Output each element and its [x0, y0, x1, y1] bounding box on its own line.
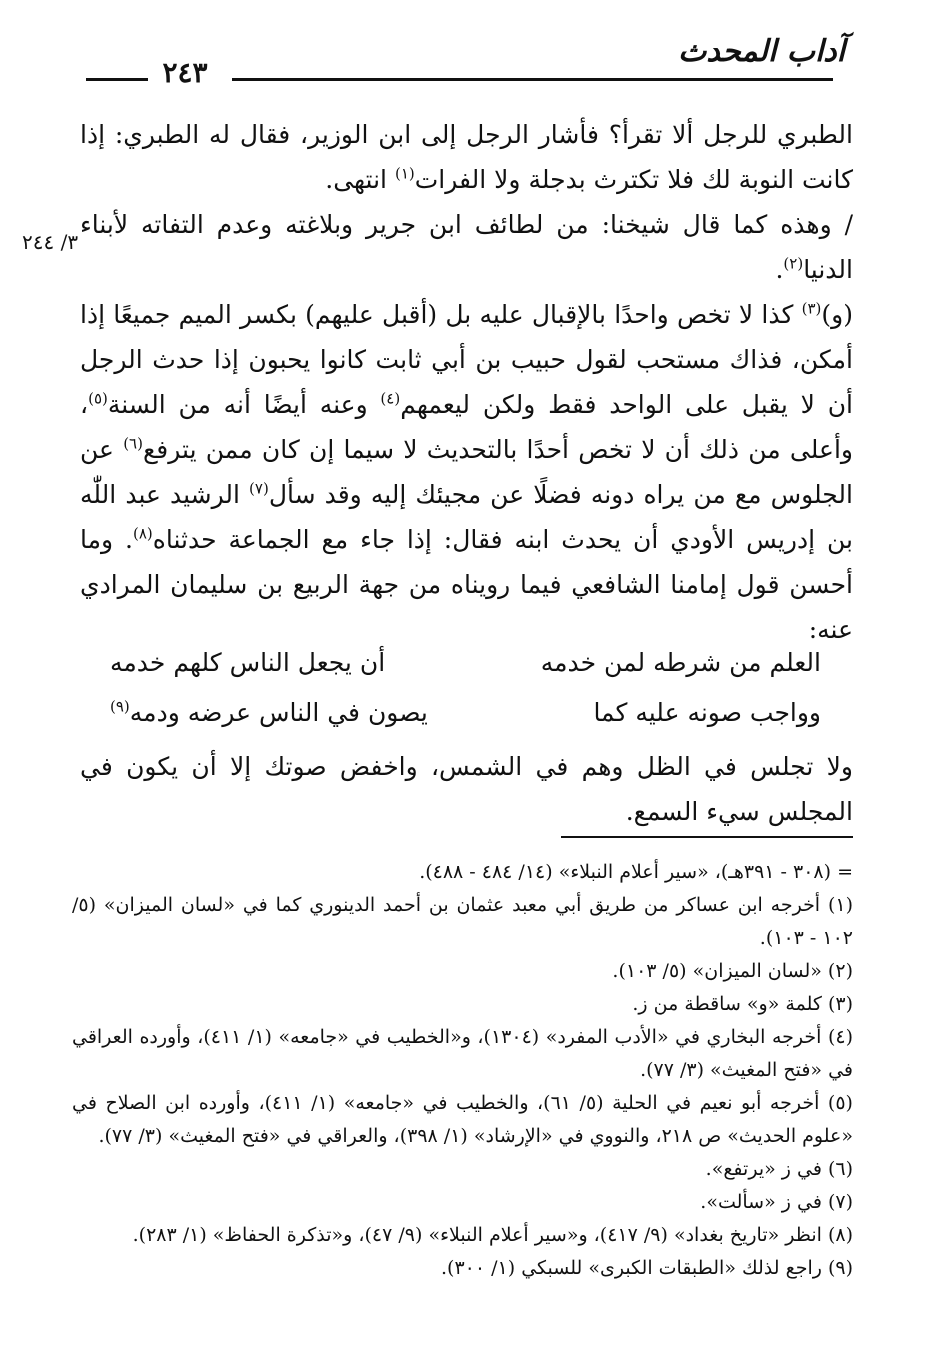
header-rule-short	[86, 78, 148, 81]
paragraph-text: .	[775, 255, 784, 284]
paragraph-text: عن الجلوس مع من يراه دونه فضلًا عن مجيئك إليه وقد سأل	[80, 435, 853, 509]
footnote-ref: (٦)	[123, 434, 143, 453]
footnote-ref: (٧)	[249, 479, 269, 498]
paragraph-3	[80, 292, 853, 652]
paragraph-1	[80, 112, 853, 202]
paragraph-text: الطبري للرجل ألا تقرأ؟ فأشار الرجل إلى ابن الوزير، فقال له الطبري: إذا كانت النوبة لك فلا تكترث بدجلة ولا الفرات	[80, 120, 853, 194]
hemistich: أن يجعل الناس كلهم خدمه	[110, 648, 386, 677]
footnote: (٧) في ز «سألت».	[700, 1191, 853, 1213]
footnote-separator	[561, 836, 853, 838]
main-text	[80, 112, 853, 652]
footnote: (١) أخرجه ابن عساكر من طريق أبي معبد عثمان بن أحمد الدينوري كما في «لسان الميزان» (٥/ ١٠٢ - ١٠٣).	[72, 894, 853, 949]
footnote-ref: (٨)	[132, 524, 153, 543]
footnote-ref: (٣)	[801, 299, 822, 318]
paragraph-text: / وهذه كما قال شيخنا: من لطائف ابن جرير وبلاغته وعدم التفاته لأبناء الدنيا	[80, 210, 853, 284]
page-number: ٢٤٣	[162, 56, 208, 89]
footnote: = (٣٠٨ - ٣٩١هـ)، «سير أعلام النبلاء» (١٤/ ٤٨٤ - ٤٨٨).	[419, 861, 853, 883]
paragraph-text: (و)	[821, 300, 853, 329]
hemistich-with-ref	[110, 688, 428, 738]
footnote-ref: (٩)	[110, 697, 130, 716]
margin-reference: ٣/ ٢٤٤	[22, 230, 79, 254]
header-rule	[232, 78, 833, 81]
footnote: (٥) أخرجه أبو نعيم في الحلية (٥/ ٦١)، والخطيب في «جامعه» (١/ ٤١١)، وأورده ابن الصلاح في «علوم الحديث» ص ٢١٨، والنووي في «الإرشاد» (١/ ٣٩٨)، والعراقي في «فتح المغيث» (٣/ ٧٧).	[72, 1092, 853, 1147]
running-title: آداب المحدث	[678, 34, 845, 69]
paragraph-text: ، وأعلى من ذلك أن لا تخص أحدًا بالتحديث لا سيما إن كان ممن يترفع	[80, 390, 853, 464]
paragraph-2	[80, 202, 853, 292]
footnote: (٣) كلمة «و» ساقطة من ز.	[632, 993, 853, 1015]
paragraph-text: الرشيد عبد اللّٰه بن إدريس الأودي أن يحدث ابنه فقال: إذا جاء مع الجماعة حدثناه	[80, 480, 853, 554]
footnotes	[72, 856, 853, 1285]
footnote: (٤) أخرجه البخاري في «الأدب المفرد» (١٣٠٤)، و«الخطيب في «جامعه» (١/ ٤١١)، وأورده العراقي في «فتح المغيث» (٣/ ٧٧).	[72, 1026, 853, 1081]
footnote: (٦) في ز «يرتفع».	[705, 1158, 853, 1180]
footnote: (٢) «لسان الميزان» (٥/ ١٠٣).	[612, 960, 853, 982]
paragraph-text: . وما أحسن قول إمامنا الشافعي فيما رويناه من جهة الربيع بن سليمان المرادي عنه:	[80, 525, 853, 644]
poem	[110, 638, 821, 738]
footnote: (٨) انظر «تاريخ بغداد» (٩/ ٤١٧)، و«سير أعلام النبلاء» (٩/ ٤٧)، و«تذكرة الحفاظ» (١/ ٢٨٣).	[132, 1224, 853, 1246]
verse	[110, 638, 821, 688]
closing-text	[80, 744, 853, 834]
paragraph-4: ولا تجلس في الظل وهم في الشمس، واخفض صوتك إلا أن يكون في المجلس سيء السمع.	[80, 752, 853, 826]
hemistich: العلم من شرطه لمن خدمه	[540, 648, 821, 677]
footnote-ref: (٢)	[783, 254, 804, 273]
paragraph-text: انتهى.	[325, 165, 395, 194]
footnote-ref: (٤)	[380, 389, 401, 408]
hemistich-text: يصون في الناس عرضه ودمه	[129, 698, 428, 727]
hemistich: وواجب صونه عليه كما	[593, 698, 821, 727]
footnote: (٩) راجع لذلك «الطبقات الكبرى» للسبكي (١/ ٣٠٠).	[441, 1257, 853, 1279]
footnote-ref: (١)	[394, 164, 415, 183]
paragraph-text: وعنه أيضًا أنه من السنة	[107, 390, 381, 419]
verse	[110, 688, 821, 738]
paragraph-text: كذا لا تخص واحدًا بالإقبال عليه بل (أقبل عليهم) بكسر الميم جميعًا إذا أمكن، فذاك مستحب لقول حبيب بن أبي ثابت كانوا يحبون إذا حدث الرجل أن لا يقبل على الواحد فقط ولكن ليعمهم	[80, 300, 853, 419]
footnote-ref: (٥)	[88, 389, 108, 408]
